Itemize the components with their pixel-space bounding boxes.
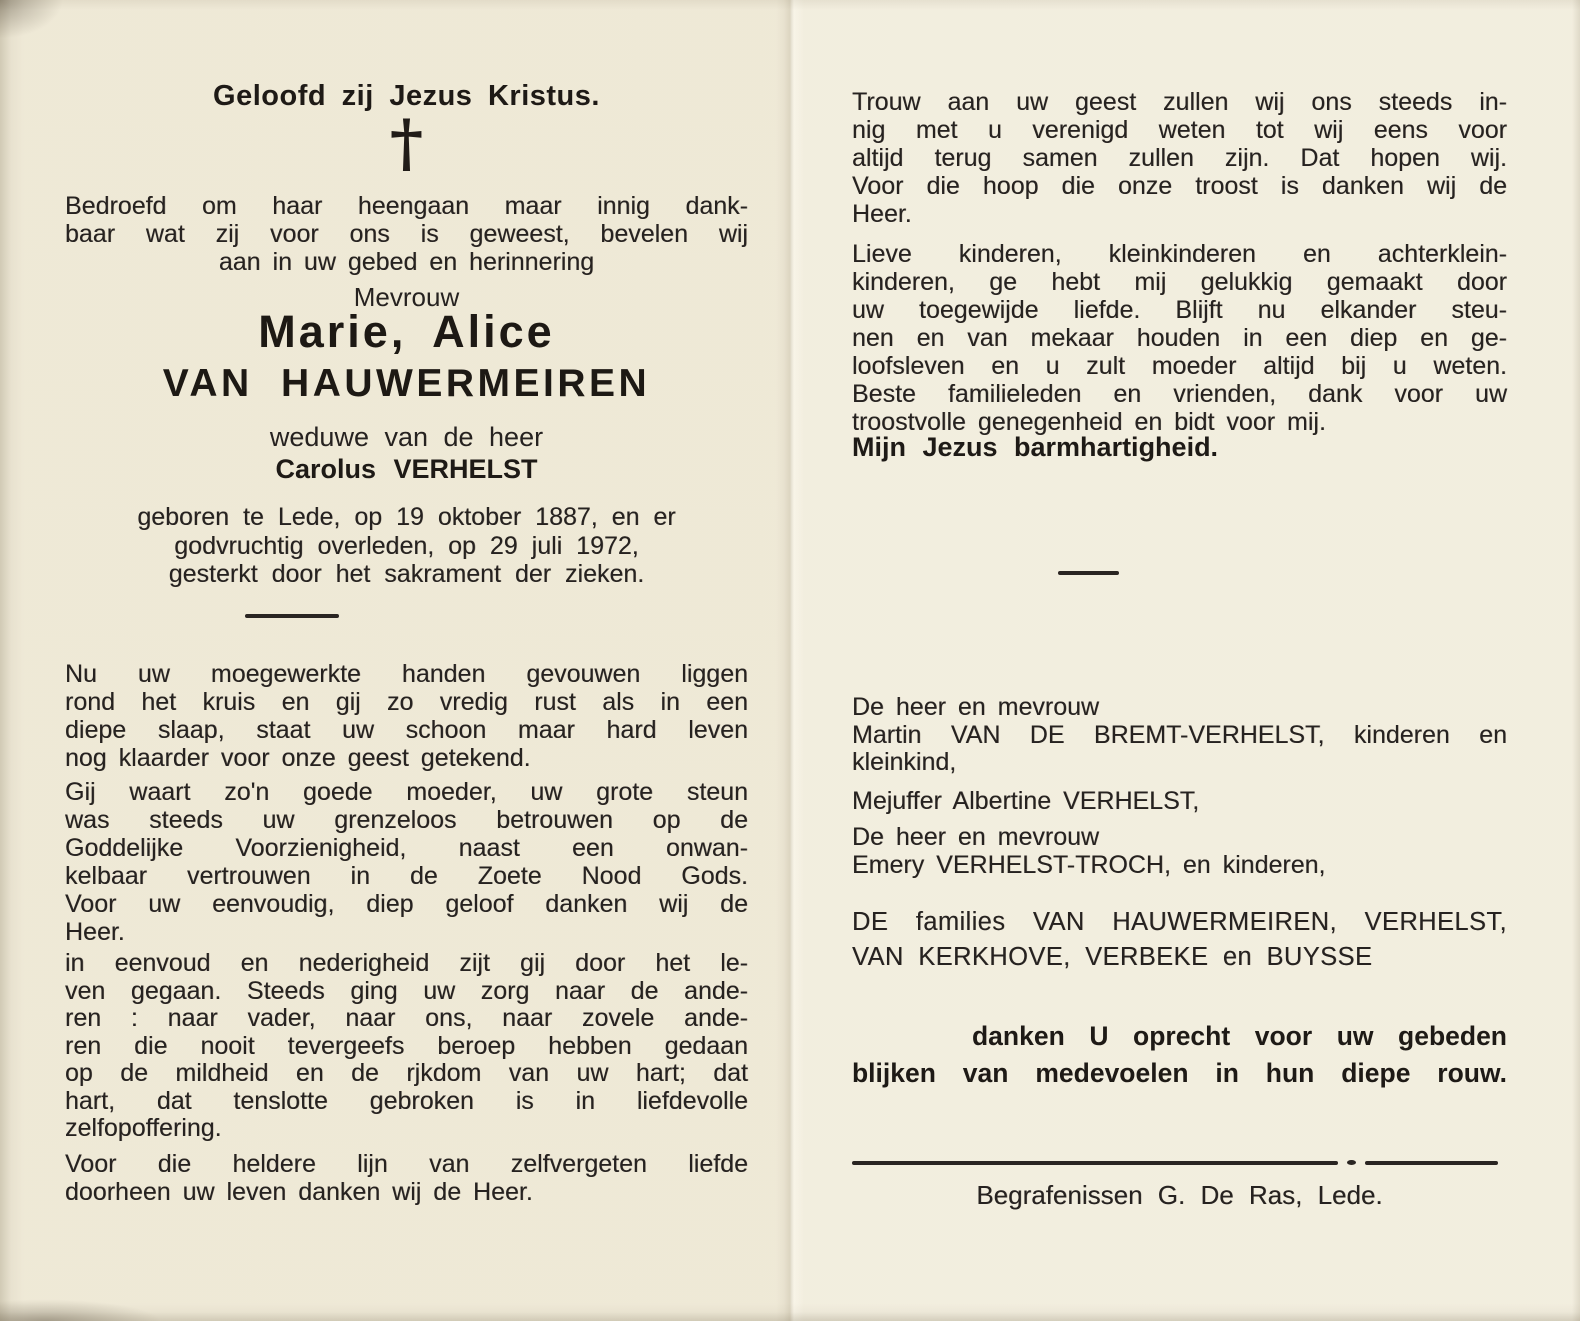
text-line: Emery VERHELST-TROCH, en kinderen, <box>852 850 1326 879</box>
text-line: baar wat zij voor ons is geweest, bevelen wij <box>65 220 748 248</box>
section-divider-line <box>1058 571 1119 575</box>
closing-thanks-paragraph <box>852 1018 1507 1092</box>
undertaker-line: Begrafenissen G. De Ras, Lede. <box>976 1180 1383 1210</box>
section-divider-line <box>245 614 339 618</box>
text-line: danken U oprecht voor uw gebeden <box>972 1021 1507 1051</box>
text-line: Voor uw eenvoudig, diep geloof danken wij de <box>65 890 748 918</box>
text-line: doorheen uw leven danken wij de Heer. <box>65 1178 533 1206</box>
text-line: geboren te Lede, op 19 oktober 1887, en er <box>137 503 676 531</box>
text-line: Beste familieleden en vrienden, dank voor uw <box>852 380 1507 408</box>
footer-rule <box>852 1160 1507 1165</box>
text-line: Gij waart zo'n goede moeder, uw grote steun <box>65 778 748 806</box>
text-line: gesterkt door het sakrament der zieken. <box>168 560 645 588</box>
text-line: godvruchtig overleden, op 29 juli 1972, <box>174 531 639 560</box>
deceased-given-names: Marie, Alice <box>258 306 555 357</box>
text-line: ren die nooit tevergeefs beroep hebben gedaan <box>65 1031 748 1060</box>
text-line: altijd terug samen zullen zijn. Dat hopen wij. <box>852 144 1507 172</box>
eulogy-paragraph-1 <box>65 660 748 772</box>
text-line: was steeds uw grenzeloos betrouwen op de <box>65 806 748 834</box>
footer-rule-segment <box>852 1161 1338 1165</box>
text-line: nig met u verenigd weten tot wij eens voor <box>852 116 1507 144</box>
eulogy-paragraph-2 <box>65 778 748 946</box>
text-line: ren : naar vader, naar ons, naar zovele ande- <box>65 1004 748 1032</box>
text-line: kelbaar vertrouwen in de Zoete Nood Gods. <box>65 862 748 890</box>
family-entry-2 <box>852 788 1507 816</box>
text-line: VAN KERKHOVE, VERBEKE en BUYSSE <box>852 943 1373 971</box>
family-entry-1 <box>852 694 1507 777</box>
text-line: loofsleven en u zult moeder altijd bij u weten. <box>852 352 1507 380</box>
text-line: nen en van mekaar houden in een diep en ge- <box>852 324 1507 352</box>
text-line: blijken van medevoelen in hun diepe rouw. <box>852 1058 1507 1088</box>
text-line: Lieve kinderen, kleinkinderen en achterklein- <box>852 240 1507 268</box>
farewell-paragraph-1 <box>852 88 1507 228</box>
text-line: kleinkind, <box>852 748 957 776</box>
text-line: Heer. <box>852 200 912 228</box>
cross-icon: † <box>389 106 424 181</box>
text-line: Mejuffer Albertine VERHELST, <box>852 787 1200 815</box>
text-line: Voor die heldere lijn van zelfvergeten liefde <box>65 1150 748 1178</box>
text-line: uw toegewijde liefde. Blijft nu elkander steu- <box>852 296 1507 324</box>
text-line: nog klaarder voor onze geest getekend. <box>65 744 531 772</box>
text-line: troostvolle genegenheid en bidt voor mij. <box>852 408 1326 436</box>
text-line: De heer en mevrouw <box>852 823 1100 851</box>
text-line: DE families VAN HAUWERMEIREN, VERHELST, <box>852 908 1507 936</box>
intro-paragraph <box>65 192 748 276</box>
farewell-paragraph-2 <box>852 240 1507 436</box>
left-page <box>65 0 748 1321</box>
text-line: Bedroefd om haar heengaan maar innig dank- <box>65 192 748 220</box>
text-line: De heer en mevrouw <box>852 693 1100 721</box>
footer-rule-dot <box>1347 1160 1356 1165</box>
text-line: Goddelijke Voorzienigheid, naast een onwan- <box>65 834 748 862</box>
text-line: Trouw aan uw geest zullen wij ons steeds in- <box>852 88 1507 116</box>
family-entry-3 <box>852 824 1507 879</box>
text-line: Nu uw moegewerkte handen gevouwen liggen <box>65 660 748 688</box>
text-line: zelfopoffering. <box>65 1114 222 1142</box>
footer-rule-segment <box>1365 1161 1498 1165</box>
eulogy-paragraph-4 <box>65 1150 748 1206</box>
text-line: in eenvoud en nederigheid zijt gij door het le- <box>65 949 748 977</box>
salutation: Mevrouw <box>353 282 460 312</box>
prayer-line: Mijn Jezus barmhartigheid. <box>852 432 1219 462</box>
birth-death-paragraph <box>65 503 748 589</box>
text-line: kinderen, ge hebt mij gelukkig gemaakt door <box>852 268 1507 296</box>
text-line: diepe slaap, staat uw schoon maar hard leven <box>65 716 748 744</box>
widow-of-line: weduwe van de heer <box>269 422 544 452</box>
eulogy-paragraph-3 <box>65 950 748 1143</box>
husband-name: Carolus VERHELST <box>275 454 538 484</box>
families-paragraph <box>852 905 1507 975</box>
blessing-heading: Geloofd zij Jezus Kristus. <box>213 80 600 112</box>
text-line: op de mildheid en de rjkdom van uw hart; dat <box>65 1059 748 1087</box>
right-page <box>852 0 1507 1321</box>
text-line: aan in uw gebed en herinnering <box>218 248 595 276</box>
text-line: Martin VAN DE BREMT-VERHELST, kinderen en <box>852 720 1507 749</box>
text-line: Heer. <box>65 918 125 946</box>
text-line: Voor die hoop die onze troost is danken wij de <box>852 172 1507 200</box>
text-line: hart, dat tenslotte gebroken is in liefdevolle <box>65 1086 748 1115</box>
deceased-surname: VAN HAUWERMEIREN <box>162 362 651 405</box>
text-line: ven gegaan. Steeds ging uw zorg naar de ande- <box>65 976 748 1005</box>
text-line: rond het kruis en gij zo vredig rust als in een <box>65 688 748 716</box>
